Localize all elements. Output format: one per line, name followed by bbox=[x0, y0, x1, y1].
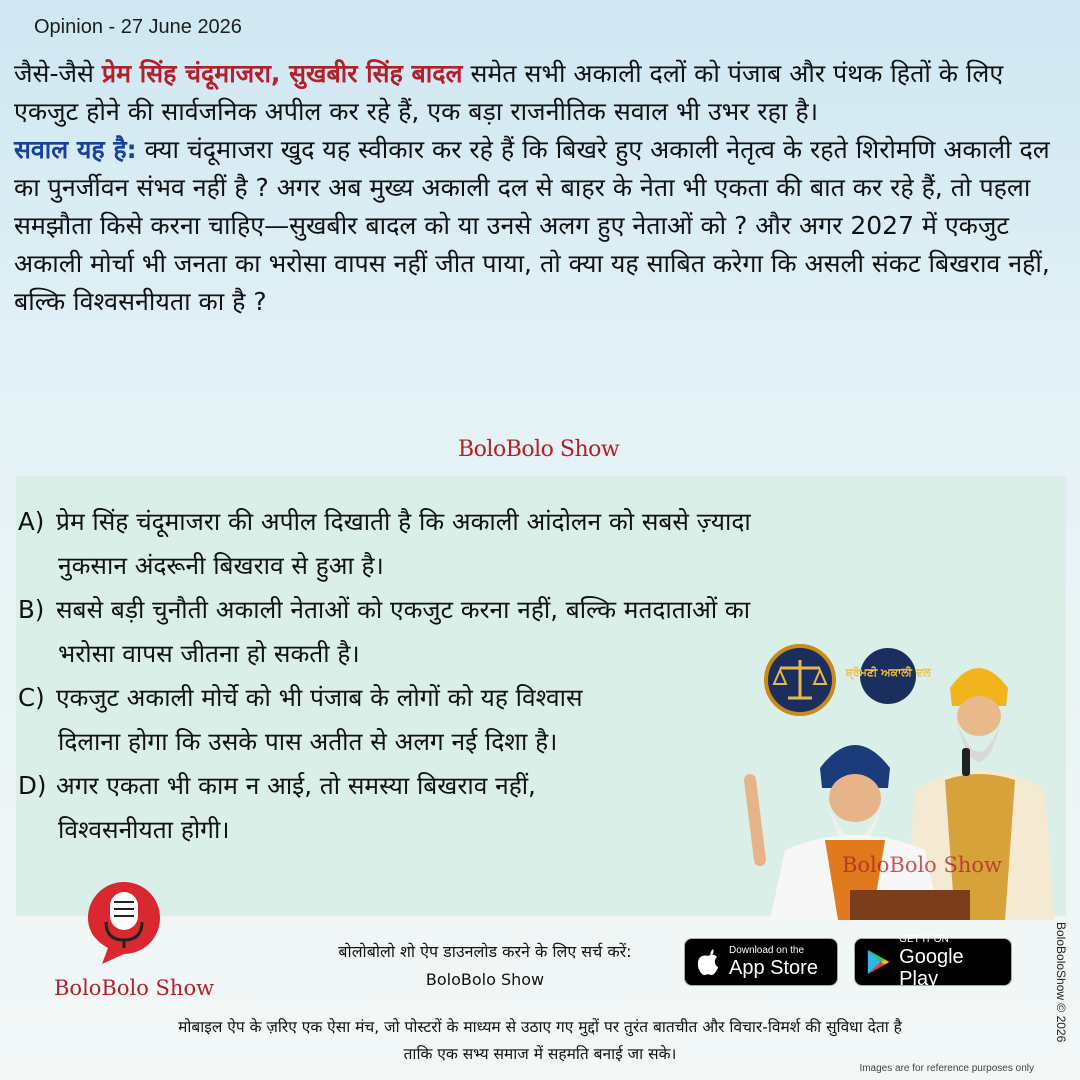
app-store-small: Download on the bbox=[729, 945, 805, 956]
option-text-line2: विश्वसनीयता होगी। bbox=[58, 815, 230, 844]
option-text: अगर एकता भी काम न आई, तो समस्या बिखराव नहीं, bbox=[56, 771, 536, 800]
party-badge-text: ਸ਼੍ਰੋਮਣੀ ਅਕਾਲੀ ਦਲ bbox=[845, 666, 931, 679]
option-b[interactable] bbox=[18, 588, 750, 676]
footer-text bbox=[28, 1014, 1052, 1068]
disclaimer: Images are for reference purposes only bbox=[859, 1063, 1034, 1074]
option-text: प्रेम सिंह चंदूमाजरा की अपील दिखाती है कि अकाली आंदोलन को सबसे ज़्यादा bbox=[56, 507, 751, 536]
brand-logo-text: BoloBolo Show bbox=[54, 976, 215, 1000]
app-store-big: App Store bbox=[729, 957, 818, 979]
podium bbox=[850, 890, 970, 920]
option-label: D) bbox=[18, 771, 47, 800]
download-line2: BoloBolo Show bbox=[425, 970, 545, 989]
intro-prefix: जैसे-जैसे bbox=[14, 59, 102, 88]
option-text: एकजुट अकाली मोर्चे को भी पंजाब के लोगों को यह विश्वास bbox=[56, 683, 583, 712]
option-label: C) bbox=[18, 683, 45, 712]
google-play-big: Google Play bbox=[899, 946, 964, 990]
option-text: सबसे बड़ी चुनौती अकाली नेताओं को एकजुट करना नहीं, बल्कि मतदाताओं का bbox=[56, 595, 751, 624]
google-play-button[interactable] bbox=[854, 934, 1012, 990]
download-instructions bbox=[300, 938, 670, 994]
google-play-icon bbox=[865, 947, 891, 977]
scales-logo-icon bbox=[766, 646, 834, 714]
footer-line1: मोबाइल ऐप के ज़रिए एक ऐसा मंच, जो पोस्टरों के माध्यम से उठाए गए मुद्दों पर तुरंत बातचीत और विचार-विमर्श की सुविधा देता है bbox=[178, 1018, 902, 1036]
date-line: Opinion - 27 June 2026 bbox=[34, 16, 242, 38]
question-text: क्या चंदूमाजरा खुद यह स्वीकार कर रहे हैं कि बिखरे हुए अकाली नेतृत्व के रहते शिरोमणि अकाली दल का पुनर्जीवन संभव नहीं है ? अगर अब मुख्य अकाली दल से बाहर के नेता भी एकता की बात कर रहे हैं, तो पहला समझौता किसे करना चाहिए—सुखबीर बादल को या उनसे अलग हुए नेताओं को ? और अगर 2027 में एकजुट अकाली मोर्चा भी जनता का भरोसा वापस नहीं जीत पाया, तो क्या यह साबित करेगा कि असली संकट बिखराव नहीं, बल्कि विश्वसनीयता का है ? bbox=[14, 135, 1050, 316]
intro-highlight-names: प्रेम सिंह चंदूमाजरा, सुखबीर सिंह बादल bbox=[101, 59, 463, 88]
option-text-line2: भरोसा वापस जीतना हो सकती है। bbox=[58, 639, 360, 668]
bolobolo-mic-logo-icon bbox=[84, 878, 164, 968]
option-text-line2: नुकसान अंदरूनी बिखराव से हुआ है। bbox=[58, 551, 384, 580]
option-a[interactable] bbox=[18, 500, 751, 588]
option-d[interactable] bbox=[18, 764, 536, 852]
question-label: सवाल यह है: bbox=[14, 135, 137, 164]
option-text-line2: दिलाना होगा कि उसके पास अतीत से अलग नई दिशा है। bbox=[58, 727, 558, 756]
download-line1: बोलोबोलो शो ऐप डाउनलोड करने के लिए सर्च करें: bbox=[338, 942, 632, 961]
intro-rest: समेत सभी अकाली दलों को पंजाब और पंथक हितों के लिए एकजुट होने की सार्वजनिक अपील कर रहे हैं, एक बड़ा राजनीतिक सवाल भी उभर रहा है। bbox=[14, 59, 1004, 126]
option-label: A) bbox=[18, 507, 45, 536]
google-play-small: GET IT ON bbox=[899, 934, 949, 945]
party-badge-icon bbox=[844, 648, 931, 704]
app-store-button[interactable] bbox=[684, 938, 838, 986]
apple-icon bbox=[695, 947, 721, 977]
footer-line2: ताकि एक सभ्य समाज में सहमति बनाई जा सके। bbox=[403, 1045, 677, 1063]
intro-text bbox=[14, 55, 1066, 321]
brand-watermark: BoloBolo Show bbox=[458, 437, 620, 462]
option-label: B) bbox=[18, 595, 45, 624]
illustration-watermark: BoloBolo Show bbox=[841, 853, 1003, 877]
copyright-vertical: BoloBoloShow © 2026 bbox=[1054, 922, 1068, 1043]
politicians-illustration bbox=[730, 640, 1070, 920]
option-c[interactable] bbox=[18, 676, 583, 764]
